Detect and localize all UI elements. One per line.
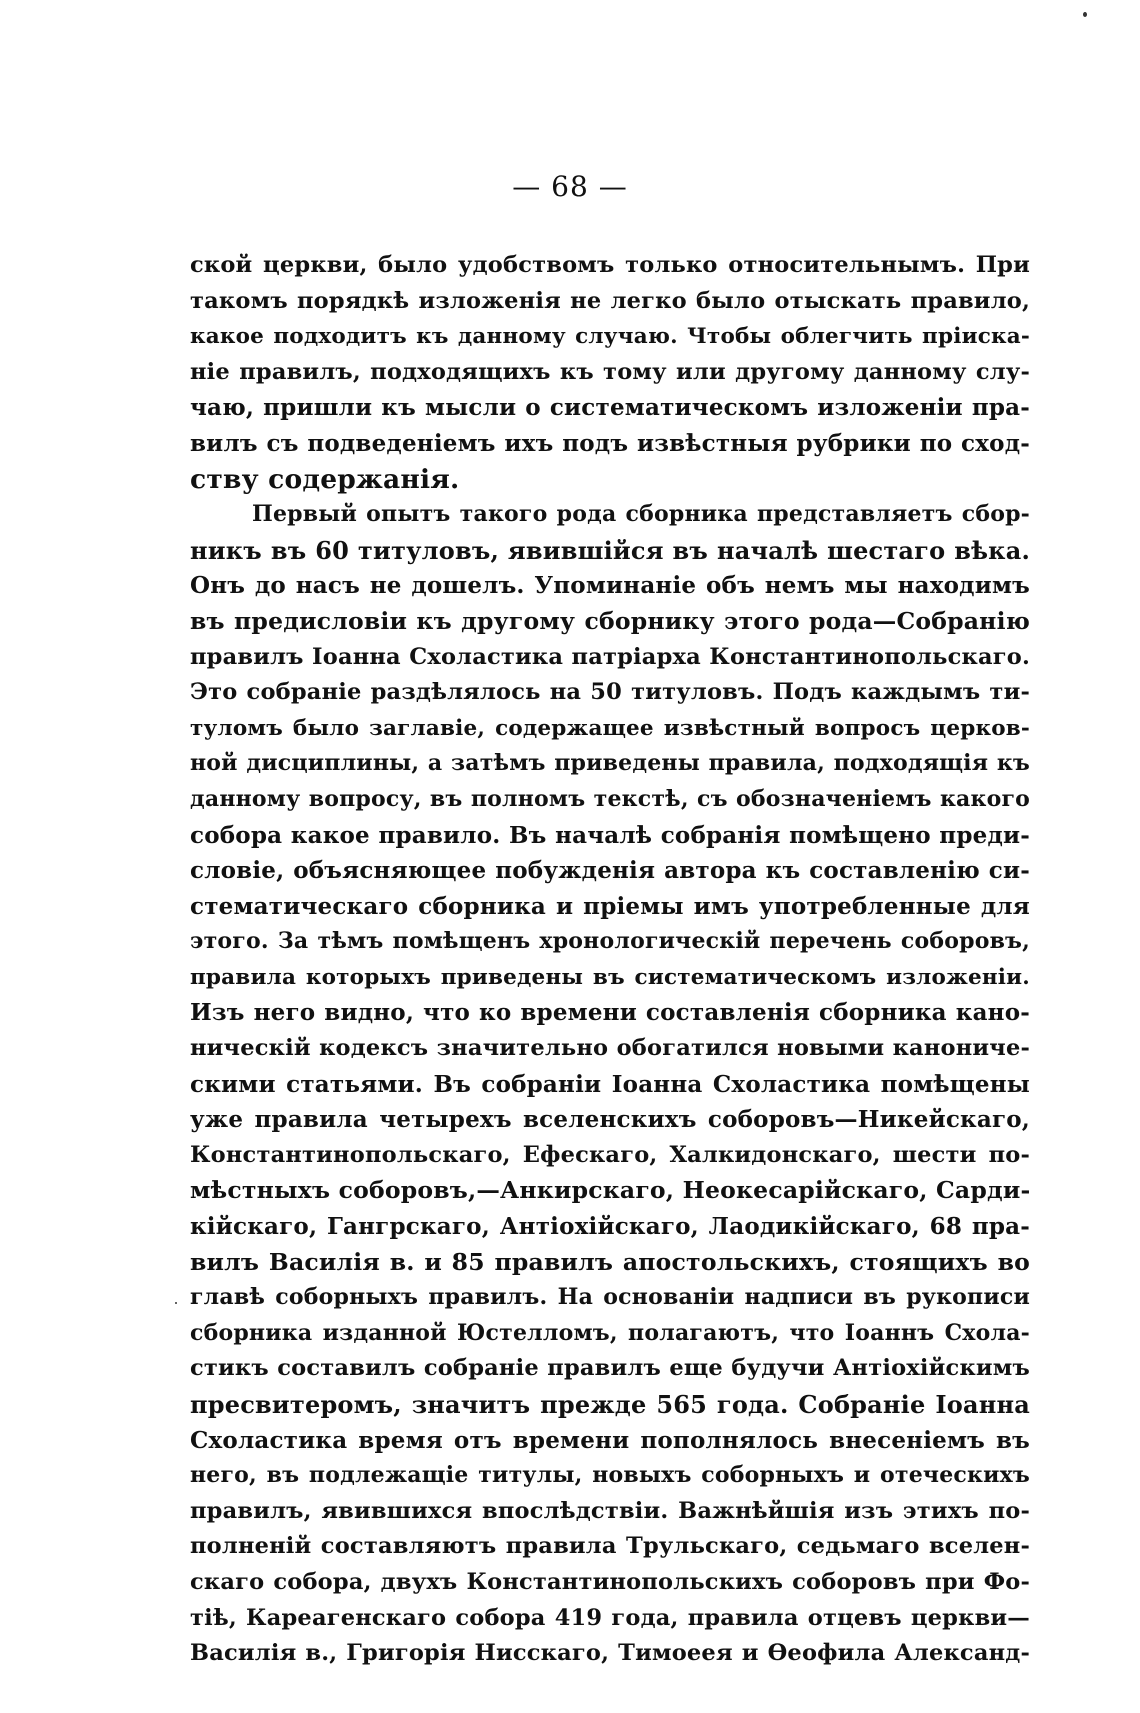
text-line: вилъ Василія в. и 85 правилъ апостольскихъ, стоящихъ во [190,1247,1030,1276]
text-line: него, въ подлежащіе титулы, новыхъ соборныхъ и отеческихъ [190,1462,1030,1489]
text-line: правилъ, явившихся впослѣдствіи. Важнѣйшія изъ этихъ по- [190,1497,1030,1524]
paragraph-start-line: Первый опытъ такого рода сборника представляетъ сбор- [252,501,1030,528]
text-line: мѣстныхъ соборовъ,—Анкирскаго, Неокесарійскаго, Сарди- [190,1176,1031,1205]
text-line: стематическаго сборника и пріемы имъ употребленные для [190,892,1030,920]
text-line: ской церкви, было удобствомъ только относительнымъ. При [190,252,1030,278]
scan-speck [175,1302,177,1304]
text-line: правилъ Іоанна Схоластика патріарха Константинопольскаго. [190,643,1030,670]
text-line: пресвитеромъ, значитъ прежде 565 года. Собраніе Іоанна [190,1390,1030,1419]
text-line: правила которыхъ приведены въ систематическомъ изложеніи. [190,964,1030,990]
text-line: стикъ составилъ собраніе правилъ еще будучи Антіохійскимъ [190,1355,1030,1382]
page-number: — 68 — [512,170,628,203]
text-line: уже правила четырехъ вселенскихъ соборовъ—Никейскаго, [190,1106,1030,1134]
text-line: кійскаго, Гангрскаго, Антіохійскаго, Лаодикійскаго, 68 пра- [190,1213,1030,1241]
text-line: словіе, объясняющее побужденія автора къ составленію си- [190,857,1030,885]
text-line: Онъ до насъ не дошелъ. Упоминаніе объ немъ мы находимъ [190,572,1030,600]
text-line: тіѣ, Кареагенскаго собора 419 года, правила отцевъ церкви— [190,1604,1030,1631]
text-line: ной дисциплины, а затѣмъ приведены правила, подходящія къ [190,750,1030,777]
text-line: ніе правилъ, подходящихъ къ тому или другому данному слу- [190,358,1030,385]
text-line: Изъ него видно, что ко времени составленія сборника кано- [190,999,1030,1027]
text-line: Василія в., Григорія Нисскаго, Тимоеея и Ѳеофила Александ- [190,1640,1030,1667]
text-line: главѣ соборныхъ правилъ. На основаніи надписи въ рукописи [190,1284,1030,1311]
text-line: какое подходитъ къ данному случаю. Чтобы облегчить пріиска- [190,324,1030,350]
text-line: чаю, пришли къ мысли о систематическомъ изложеніи пра- [190,394,1030,422]
scan-speck [1083,12,1087,17]
text-line: ническій кодексъ значительно обогатился новыми канониче- [190,1035,1030,1062]
text-line: сборника изданной Юстелломъ, полагаютъ, что Іоаннъ Схола- [190,1319,1030,1346]
text-line: данному вопросу, въ полномъ текстѣ, съ обозначеніемъ какого [190,785,1030,812]
text-line: вилъ съ подведеніемъ ихъ подъ извѣстныя рубрики по сход- [190,429,1030,457]
text-line: Схоластика время отъ времени пополнялось внесеніемъ въ [190,1426,1030,1454]
text-line: Константинопольскаго, Ефескаго, Халкидонскаго, шести по- [190,1141,1030,1168]
body-text [190,248,1030,1672]
text-line: никъ въ 60 титуловъ, явившійся въ началѣ шестаго вѣка. [190,535,1030,565]
text-line: этого. За тѣмъ помѣщенъ хронологическій перечень соборовъ, [190,928,1030,955]
text-line: Это собраніе раздѣлялось на 50 титуловъ. Подъ каждымъ ти- [190,679,1030,706]
text-line: скаго собора, двухъ Константинопольскихъ соборовъ при Фо- [190,1568,1030,1595]
text-line: такомъ порядкѣ изложенія не легко было отыскать правило, [190,287,1030,314]
text-line: ству содержанія. [190,463,460,495]
text-line: скими статьями. Въ собраніи Іоанна Схоластика помѣщены [190,1070,1030,1098]
text-line: туломъ было заглавіе, содержащее извѣстный вопросъ церков- [190,715,1030,741]
text-line: собора какое правило. Въ началѣ собранія помѣщено преди- [190,821,1030,849]
text-line: въ предисловіи къ другому сборнику этого рода—Собранію [190,606,1030,635]
text-line: полненій составляютъ правила Трульскаго, седьмаго вселен- [190,1533,1030,1560]
